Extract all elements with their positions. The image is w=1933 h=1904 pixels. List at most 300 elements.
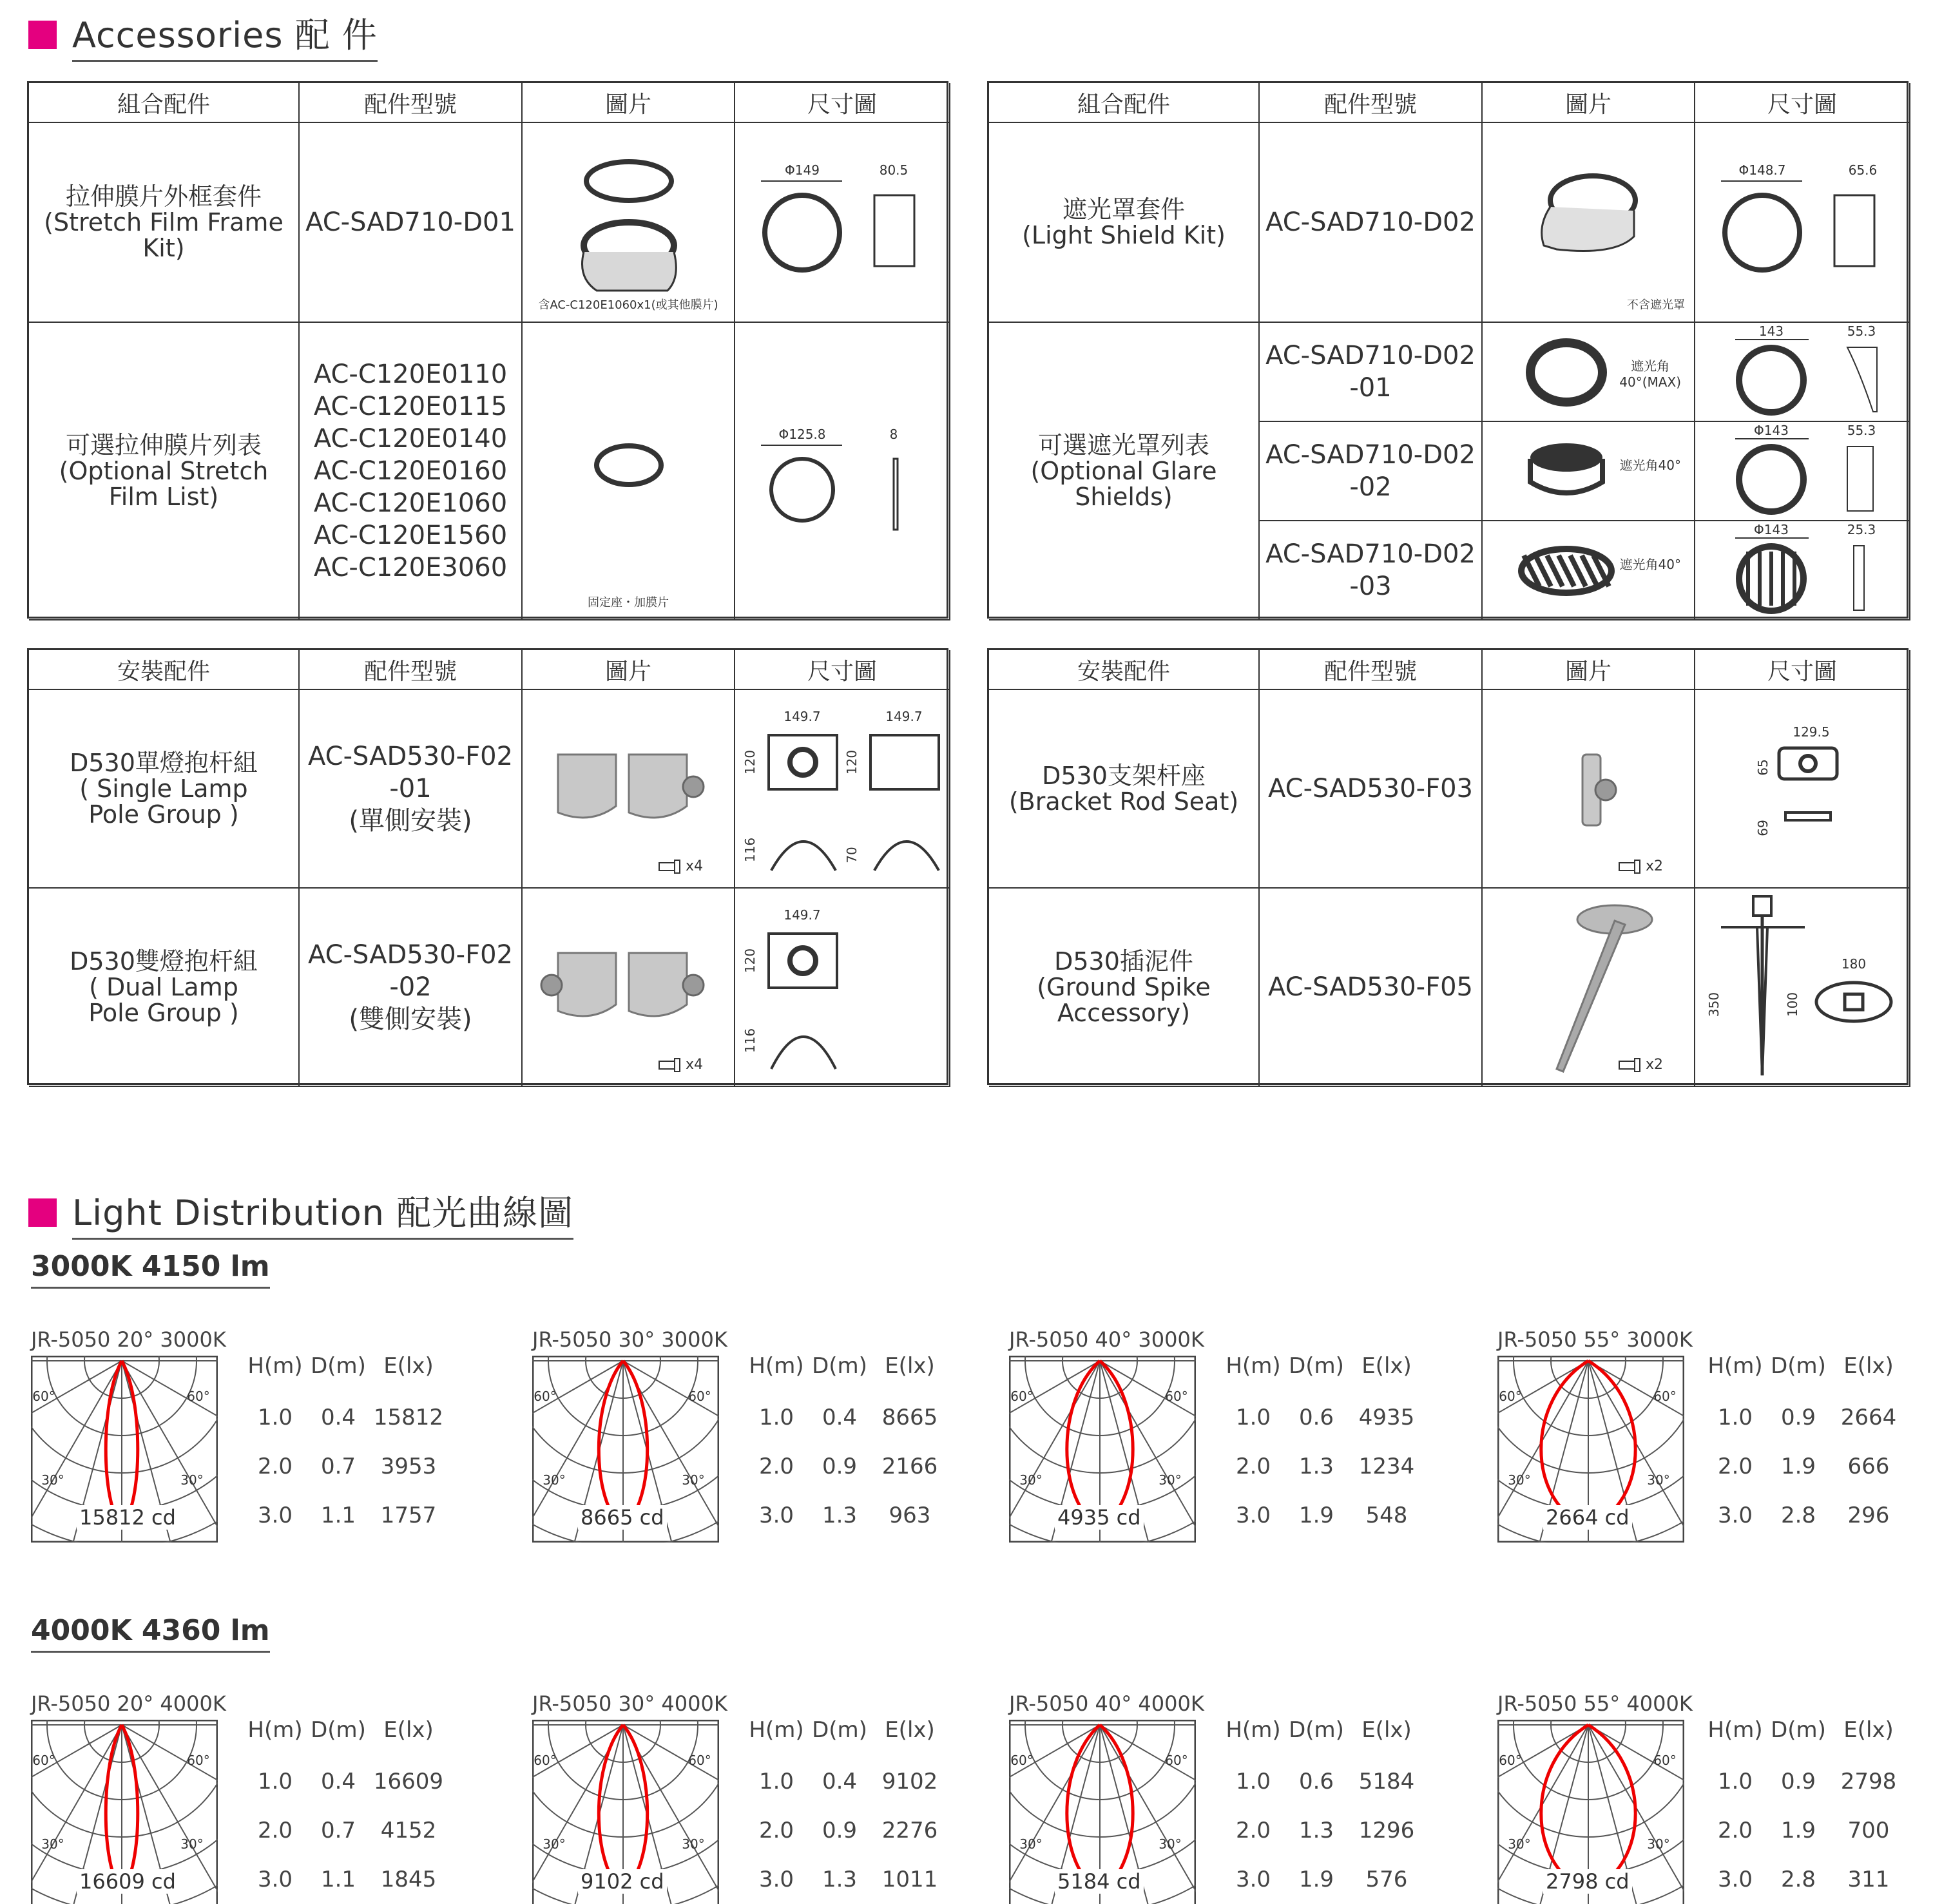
chart-title: JR-5050 40° 4000K — [1009, 1691, 1204, 1716]
diameter-label: Φ143 — [1754, 522, 1789, 537]
height-label: 120 — [742, 749, 758, 775]
table-header-cell — [1483, 650, 1695, 690]
part-code: (單側安裝) — [349, 806, 472, 836]
table-cell: 311 — [1847, 1867, 1890, 1892]
angle-label: 30° — [41, 1836, 64, 1852]
dimension-drawing — [735, 889, 950, 1087]
angle-label: 30° — [41, 1472, 64, 1488]
dimension-cell — [1695, 889, 1910, 1087]
table-cell: 2.8 — [1780, 1503, 1816, 1528]
angle-label: 60° — [1010, 1389, 1034, 1404]
table-cell: 1.3 — [822, 1867, 858, 1892]
dimension-cell — [1695, 521, 1910, 620]
light-distribution-chart — [1009, 1691, 1460, 1904]
dimension-cell — [735, 123, 950, 323]
accessory-name: 可選拉伸膜片列表 (Optional Stretch Film List) — [59, 431, 269, 511]
table-header-cell — [523, 83, 735, 123]
accessory-name: D530單燈抱杆組 ( Single Lamp Pole Group ) — [70, 749, 258, 829]
dimension-cell — [1695, 323, 1910, 422]
column-header: H(m) — [749, 1353, 804, 1379]
angle-label: 30° — [1019, 1836, 1043, 1852]
column-header: H(m) — [1707, 1717, 1763, 1743]
table-header-cell — [989, 650, 1260, 690]
part-code: AC-C120E0160 — [313, 456, 508, 486]
table-cell: 1.9 — [1780, 1818, 1816, 1843]
screw-icon — [523, 690, 735, 889]
angle-label: 60° — [187, 1753, 210, 1768]
table-header-cell — [989, 83, 1260, 123]
table-row — [745, 1454, 948, 1479]
table-cell: 2.0 — [1235, 1818, 1271, 1843]
table-cell: 2276 — [881, 1818, 938, 1843]
table-cell: 963 — [889, 1503, 931, 1528]
table-cell: 0.9 — [1780, 1405, 1816, 1430]
accessory-name-cell — [989, 323, 1260, 620]
table-cell: 3.0 — [1235, 1503, 1271, 1528]
table-row — [1704, 1405, 1907, 1430]
light-distribution-chart — [532, 1327, 983, 1572]
table-cell: 1011 — [881, 1867, 938, 1892]
angle-label: 30° — [682, 1472, 705, 1488]
part-code: AC-SAD530-F02 — [307, 742, 513, 771]
accessory-name: D530雙燈抱杆組 ( Dual Lamp Pole Group ) — [70, 947, 258, 1027]
height-label: 69 — [1755, 820, 1771, 836]
picture-cell — [1483, 422, 1695, 521]
picture-note: 固定座・加膜片 — [588, 596, 669, 610]
part-code: AC-SAD530-F02 — [307, 940, 513, 970]
table-cell: 548 — [1365, 1503, 1408, 1528]
table-cell: 1.0 — [1717, 1405, 1753, 1430]
table-row — [244, 1769, 447, 1794]
illuminance-table — [244, 1717, 447, 1904]
angle-label: 60° — [1010, 1753, 1034, 1768]
part-code-cell — [1260, 521, 1483, 620]
table-header-cell — [1695, 650, 1910, 690]
column-header: D(m) — [1289, 1717, 1344, 1743]
height-label: 116 — [742, 837, 758, 863]
illuminance-table — [745, 1353, 948, 1552]
dimension-drawing — [735, 123, 950, 323]
table-header-cell — [1695, 83, 1910, 123]
dimension-cell — [735, 323, 950, 620]
color-temp-heading: 4000K 4360 lm — [31, 1614, 270, 1653]
angle-label: 30° — [1019, 1472, 1043, 1488]
table-cell: 0.7 — [320, 1454, 356, 1479]
picture-cell — [1483, 123, 1695, 323]
angle-label: 30° — [1508, 1472, 1531, 1488]
table-header-cell — [523, 650, 735, 690]
header-label: 組合配件 — [1077, 91, 1170, 118]
table-header-cell — [1260, 650, 1483, 690]
table-cell: 3.0 — [257, 1867, 293, 1892]
angle-label: 60° — [688, 1389, 711, 1404]
accessory-table — [987, 648, 1909, 1085]
peak-intensity: 5184 cd — [1055, 1869, 1144, 1894]
peak-intensity: 2798 cd — [1543, 1869, 1632, 1894]
part-code: AC-C120E1060 — [313, 488, 508, 518]
table-cell: 1.3 — [1298, 1818, 1334, 1843]
header-label: 配件型號 — [1323, 658, 1417, 685]
column-header: E(lx) — [885, 1717, 935, 1743]
table-cell: 9102 — [881, 1769, 938, 1794]
table-cell: 1757 — [380, 1503, 437, 1528]
part-code: AC-SAD710-D02 -03 — [1265, 539, 1476, 601]
illuminance-table — [244, 1353, 447, 1552]
angle-label: 60° — [1653, 1753, 1677, 1768]
table-cell: 8665 — [881, 1405, 938, 1430]
dimension-drawing — [1695, 690, 1910, 889]
table-cell: 0.7 — [320, 1818, 356, 1843]
table-header-row — [745, 1353, 948, 1379]
table-cell: 4152 — [380, 1818, 437, 1843]
table-cell: 700 — [1847, 1818, 1890, 1843]
accessory-name-cell — [989, 889, 1260, 1087]
diameter-label: Φ125.8 — [778, 427, 826, 442]
column-header: H(m) — [1226, 1353, 1281, 1379]
dimension-cell — [1695, 123, 1910, 323]
screw-quantity: x4 — [685, 858, 703, 874]
header-label: 圖片 — [1564, 658, 1611, 685]
table-cell: 0.9 — [822, 1818, 858, 1843]
header-label: 圖片 — [1564, 91, 1611, 118]
dimension-drawing — [1695, 422, 1910, 521]
dimension-cell — [735, 889, 950, 1087]
accessory-table — [27, 81, 948, 619]
table-header-row — [244, 1353, 447, 1379]
header-label: 圖片 — [604, 658, 651, 685]
table-cell: 1296 — [1358, 1818, 1415, 1843]
picture-cell — [523, 123, 735, 323]
angle-label: 30° — [682, 1836, 705, 1852]
table-cell: 0.4 — [320, 1405, 356, 1430]
depth-label: 80.5 — [879, 162, 909, 178]
part-code: AC-C120E0140 — [313, 424, 508, 454]
part-code-cell — [300, 123, 523, 323]
section-title: Light Distribution 配光曲線圖 — [72, 1186, 573, 1240]
table-header-cell — [300, 83, 523, 123]
angle-label: 60° — [1165, 1753, 1188, 1768]
angle-label: 60° — [32, 1753, 55, 1768]
picture-note: 不含遮光罩 — [1627, 298, 1685, 312]
table-header-cell — [29, 83, 300, 123]
table-cell: 2.0 — [758, 1454, 794, 1479]
part-code: (雙側安裝) — [349, 1005, 472, 1034]
table-cell: 1.1 — [320, 1867, 356, 1892]
table-header-row — [745, 1717, 948, 1743]
table-cell: 1.0 — [1717, 1769, 1753, 1794]
angle-label: 60° — [1499, 1753, 1522, 1768]
chart-title: JR-5050 55° 3000K — [1497, 1327, 1693, 1352]
accessory-name-cell — [989, 690, 1260, 889]
accessory-name-cell — [29, 889, 300, 1087]
picture-cell — [523, 690, 735, 889]
picture-cell — [523, 889, 735, 1087]
part-code-cell — [1260, 422, 1483, 521]
diameter-label: Φ149 — [785, 162, 820, 178]
table-header-row — [1704, 1353, 1907, 1379]
angle-label: 60° — [688, 1753, 711, 1768]
table-cell: 2.0 — [758, 1818, 794, 1843]
column-header: D(m) — [812, 1353, 867, 1379]
part-code-cell — [300, 323, 523, 620]
light-distribution-chart — [1009, 1327, 1460, 1572]
screw-quantity: x2 — [1645, 1057, 1663, 1073]
column-header: H(m) — [749, 1717, 804, 1743]
accessory-table — [987, 81, 1909, 619]
table-cell: 3.0 — [1235, 1867, 1271, 1892]
column-header: H(m) — [247, 1717, 303, 1743]
column-header: D(m) — [812, 1717, 867, 1743]
depth-label: 65.6 — [1848, 162, 1878, 178]
angle-label: 60° — [187, 1389, 210, 1404]
table-row — [244, 1454, 447, 1479]
table-cell: 3.0 — [758, 1503, 794, 1528]
header-label: 尺寸圖 — [807, 91, 877, 118]
accessory-name: D530支架杆座 (Bracket Rod Seat) — [1008, 762, 1239, 816]
table-cell: 576 — [1365, 1867, 1408, 1892]
table-row — [745, 1503, 948, 1528]
angle-label: 60° — [534, 1389, 557, 1404]
section-title: Accessories 配 件 — [72, 8, 378, 62]
part-code-cell — [300, 690, 523, 889]
table-cell: 2.0 — [1717, 1818, 1753, 1843]
angle-label: 60° — [534, 1753, 557, 1768]
angle-label: 60° — [1653, 1389, 1677, 1404]
table-header-cell — [300, 650, 523, 690]
table-cell: 2798 — [1840, 1769, 1897, 1794]
angle-label: 30° — [1159, 1836, 1182, 1852]
dimension-drawing — [735, 323, 950, 620]
table-header-cell — [735, 83, 950, 123]
part-code: AC-C120E0115 — [313, 392, 508, 421]
picture-cell — [1483, 521, 1695, 620]
column-header: E(lx) — [1361, 1353, 1412, 1379]
accessory-name-cell — [29, 690, 300, 889]
table-cell: 1.9 — [1298, 1503, 1334, 1528]
table-row — [1222, 1454, 1425, 1479]
table-row — [1222, 1503, 1425, 1528]
table-cell: 2.0 — [1717, 1454, 1753, 1479]
table-row — [745, 1867, 948, 1892]
chart-title: JR-5050 30° 3000K — [532, 1327, 727, 1352]
dimension-drawing — [1695, 323, 1910, 422]
dimension-cell — [1695, 690, 1910, 889]
table-cell: 1.9 — [1780, 1454, 1816, 1479]
depth-label: 25.3 — [1847, 522, 1876, 537]
diameter-label: Φ143 — [1754, 423, 1789, 438]
table-row — [244, 1405, 447, 1430]
table-cell: 0.6 — [1298, 1769, 1334, 1794]
width-label: 149.7 — [784, 709, 821, 724]
illuminance-table — [1222, 1717, 1425, 1904]
chart-title: JR-5050 20° 3000K — [31, 1327, 226, 1352]
column-header: H(m) — [247, 1353, 303, 1379]
width-label: 180 — [1841, 956, 1867, 972]
peak-intensity: 9102 cd — [578, 1869, 667, 1894]
screw-icon — [1483, 690, 1695, 889]
dimension-drawing — [1695, 123, 1910, 323]
screw-quantity: x4 — [685, 1057, 703, 1073]
table-header-row — [244, 1717, 447, 1743]
light-distribution-chart — [31, 1691, 482, 1904]
part-code-cell — [1260, 690, 1483, 889]
table-cell: 0.6 — [1298, 1405, 1334, 1430]
screw-icon — [1483, 889, 1695, 1087]
dimension-drawing — [735, 690, 950, 889]
part-code: AC-SAD710-D01 — [305, 207, 515, 237]
magenta-square-icon — [28, 1198, 57, 1227]
table-header-cell — [1483, 83, 1695, 123]
height-label: 120 — [742, 948, 758, 974]
table-cell: 1.0 — [257, 1405, 293, 1430]
table-cell: 1234 — [1358, 1454, 1415, 1479]
table-row — [1704, 1867, 1907, 1892]
height-label: 116 — [742, 1028, 758, 1053]
column-header: E(lx) — [885, 1353, 935, 1379]
part-code: -02 — [389, 972, 432, 1002]
diameter-label: 143 — [1758, 323, 1784, 339]
table-row — [244, 1867, 447, 1892]
part-code: AC-SAD710-D02 -01 — [1265, 341, 1476, 403]
diameter-label: Φ148.7 — [1738, 162, 1786, 178]
light-distribution-chart — [31, 1327, 482, 1572]
peak-intensity: 15812 cd — [77, 1505, 178, 1530]
column-header: E(lx) — [1843, 1717, 1894, 1743]
angle-label: 30° — [180, 1472, 204, 1488]
table-row — [1222, 1769, 1425, 1794]
height-label: 350 — [1706, 992, 1722, 1017]
picture-cell — [1483, 323, 1695, 422]
table-cell: 5184 — [1358, 1769, 1415, 1794]
angle-label: 30° — [543, 1836, 566, 1852]
accessory-name-cell — [989, 123, 1260, 323]
table-row — [1222, 1818, 1425, 1843]
table-cell: 3.0 — [1717, 1867, 1753, 1892]
screw-quantity: x2 — [1645, 858, 1663, 874]
height-label: 100 — [1785, 992, 1800, 1017]
column-header: D(m) — [1771, 1717, 1826, 1743]
table-cell: 1.3 — [822, 1503, 858, 1528]
part-code: AC-C120E3060 — [313, 553, 508, 582]
peak-intensity: 8665 cd — [578, 1505, 667, 1530]
illuminance-table — [1704, 1353, 1907, 1552]
table-cell: 3953 — [380, 1454, 437, 1479]
table-cell: 2664 — [1840, 1405, 1897, 1430]
picture-cell — [523, 323, 735, 620]
header-label: 尺寸圖 — [807, 658, 877, 685]
picture-note: 含AC-C120E1060x1(或其他膜片) — [538, 298, 718, 312]
table-row — [1222, 1867, 1425, 1892]
peak-intensity: 4935 cd — [1055, 1505, 1144, 1530]
height-label: 120 — [844, 749, 860, 775]
accessory-name: 可選遮光罩列表 (Optional Glare Shields) — [1030, 431, 1217, 511]
picture-cell — [1483, 690, 1695, 889]
part-code: -01 — [389, 774, 432, 803]
table-cell: 4935 — [1358, 1405, 1415, 1430]
accessory-name: D530插泥件 (Ground Spike Accessory) — [1037, 947, 1211, 1027]
table-row — [244, 1818, 447, 1843]
column-header: D(m) — [1289, 1353, 1344, 1379]
peak-intensity: 16609 cd — [77, 1869, 178, 1894]
table-cell: 1.0 — [1235, 1405, 1271, 1430]
column-header: E(lx) — [383, 1717, 434, 1743]
table-cell: 666 — [1847, 1454, 1890, 1479]
column-header: D(m) — [1771, 1353, 1826, 1379]
product-picture — [523, 323, 735, 620]
part-code-cell — [1260, 123, 1483, 323]
shield-angle-label: 遮光角 40°(MAX) — [1619, 358, 1681, 390]
screw-icon — [523, 889, 735, 1087]
table-row — [745, 1405, 948, 1430]
light-distribution-chart — [1497, 1691, 1933, 1904]
table-row — [1222, 1405, 1425, 1430]
table-cell: 15812 — [373, 1405, 444, 1430]
product-picture — [523, 123, 735, 323]
illuminance-table — [745, 1717, 948, 1904]
table-cell: 0.4 — [822, 1769, 858, 1794]
table-cell: 16609 — [373, 1769, 444, 1794]
table-header-cell — [1260, 83, 1483, 123]
table-cell: 1845 — [380, 1867, 437, 1892]
header-label: 圖片 — [604, 91, 651, 118]
header-label: 安裝配件 — [117, 658, 210, 685]
table-cell: 1.9 — [1298, 1867, 1334, 1892]
table-cell: 0.4 — [822, 1405, 858, 1430]
table-row — [1704, 1454, 1907, 1479]
header-label: 配件型號 — [363, 658, 457, 685]
magenta-square-icon — [28, 21, 57, 49]
part-code: AC-SAD710-D02 — [1265, 207, 1476, 237]
table-cell: 3.0 — [257, 1503, 293, 1528]
column-header: D(m) — [311, 1717, 366, 1743]
column-header: H(m) — [1226, 1717, 1281, 1743]
table-row — [745, 1769, 948, 1794]
illuminance-table — [1222, 1353, 1425, 1552]
dimension-cell — [1695, 422, 1910, 521]
part-code-cell — [1260, 323, 1483, 422]
depth-label: 55.3 — [1847, 423, 1876, 438]
illuminance-table — [1704, 1717, 1907, 1904]
width-label: 149.7 — [885, 709, 923, 724]
chart-title: JR-5050 30° 4000K — [532, 1691, 727, 1716]
header-label: 配件型號 — [363, 91, 457, 118]
table-row — [1704, 1818, 1907, 1843]
angle-label: 30° — [180, 1836, 204, 1852]
table-cell: 1.0 — [1235, 1769, 1271, 1794]
picture-cell — [1483, 889, 1695, 1087]
depth-label: 55.3 — [1847, 323, 1876, 339]
dimension-drawing — [1695, 521, 1910, 620]
accessories-heading — [28, 8, 378, 62]
table-row — [745, 1818, 948, 1843]
height-label: 70 — [844, 847, 860, 863]
light-distribution-chart — [1497, 1327, 1933, 1572]
table-cell: 1.0 — [257, 1769, 293, 1794]
dimension-drawing — [1695, 889, 1910, 1087]
accessory-name: 拉伸膜片外框套件 (Stretch Film Frame Kit) — [44, 182, 284, 262]
angle-label: 30° — [543, 1472, 566, 1488]
table-cell: 2.8 — [1780, 1867, 1816, 1892]
width-label: 149.7 — [784, 907, 821, 923]
part-code-cell — [1260, 889, 1483, 1087]
shield-angle-label: 遮光角40° — [1619, 557, 1681, 572]
accessory-table — [27, 648, 948, 1085]
column-header: D(m) — [311, 1353, 366, 1379]
light-distribution-chart — [532, 1691, 983, 1904]
accessory-name-cell — [29, 323, 300, 620]
table-cell: 1.0 — [758, 1405, 794, 1430]
table-cell: 0.9 — [1780, 1769, 1816, 1794]
